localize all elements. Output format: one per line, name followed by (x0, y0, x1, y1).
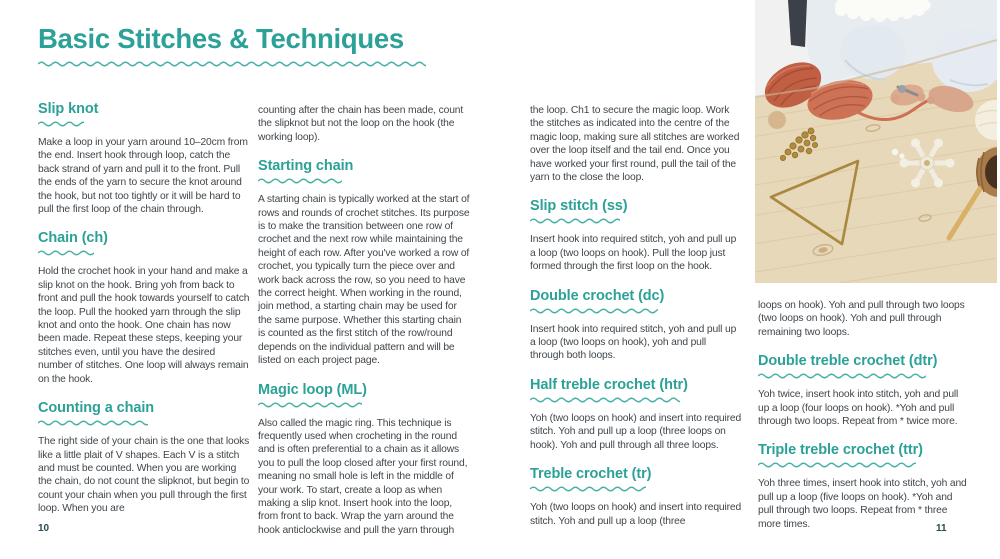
section-heading: Starting chain (258, 158, 354, 175)
section-chain (38, 230, 250, 386)
wavy-underline (258, 177, 342, 185)
section-body: Insert hook into required stitch, yoh and pull up a loop (two loops on hook), yoh and pull through both loops. (530, 323, 737, 362)
wavy-underline (758, 372, 926, 380)
wavy-underline (530, 485, 646, 493)
section-body: Yoh (two loops on hook) and insert into required stitch. Yoh and pull up a loop (three (530, 502, 742, 527)
magic-loop-continued-text: the loop. Ch1 to secure the magic loop. Work the stitches as indicated into the centre of the magic loop, making sure all stitches are worked over the loop itself and the tail end. Once you have worked your first round, pull the tail of the yarn to the close the loop. (530, 105, 740, 184)
section-heading: Triple treble crochet (ttr) (758, 442, 923, 459)
section-triple-treble-crochet (758, 442, 970, 531)
wavy-underline (530, 217, 620, 225)
section-body: Make a loop in your yarn around 10–20cm from the end. Insert hook through loop, catch the back strand of yarn and pull it to the front. Pull the ends of the yarn to secure the knot around the hook, but not too tightly or it will be hard to pull the first loop of the chain through. (38, 137, 248, 216)
section-body: Insert hook into required stitch, yoh and pull up a loop (two loops on hook). Pull the loop just formed through the first loop on the hook. (530, 234, 737, 273)
wavy-underline (38, 120, 84, 128)
page-title: Basic Stitches & Techniques (38, 23, 404, 54)
section-half-treble-crochet (530, 377, 742, 452)
wavy-underline (38, 249, 94, 257)
section-body: Yoh (two loops on hook) and insert into required stitch. Yoh and pull up a loop (three loops on hook). Yoh and pull through all three loops. (530, 412, 742, 451)
column-3 (530, 104, 742, 528)
section-magic-loop (258, 382, 470, 538)
section-body: Hold the crochet hook in your hand and make a slip knot on the hook. Bring yoh from back to front and pull the hook towards yourself to catch the loop. Pull the hooked yarn through the slip knot and onto the hook. One chain has now been made. Repeat these steps, keeping your stitches even, until you have the desired number of stitches. One loop will always remain on the hook. (38, 266, 250, 385)
section-body: Yoh three times, insert hook into stitch, yoh and pull up a loop (five loops on hook). *Yoh and pull through two loops. Repeat from * three more times. (758, 478, 967, 530)
chair-back (788, 0, 807, 47)
wooden-ball (768, 111, 786, 129)
section-starting-chain (258, 158, 470, 367)
section-heading: Double treble crochet (dtr) (758, 353, 938, 370)
section-treble-crochet (530, 466, 742, 528)
section-slip-stitch (530, 198, 742, 273)
section-double-crochet (530, 288, 742, 363)
section-slip-knot (38, 101, 250, 216)
section-body: A starting chain is typically worked at the start of rows and rounds of crochet stitches. Its purpose is to make the transition between one row of crochet and the next row while maintaining the height of each row. After you've worked a row of crochet, you typically turn the piece over and work back across the row, so you need to have the correct height. When working in the round, join method, a starting chain may be used for the same purpose. Whether this starting chain is counted as the first stitch of the row/round depends on the individual pattern and will be listed on each project page. (258, 194, 470, 367)
column-1 (38, 101, 250, 516)
column-4 (758, 299, 970, 531)
wavy-underline (758, 461, 916, 469)
wavy-underline (258, 401, 362, 409)
section-heading: Chain (ch) (38, 230, 108, 247)
section-counting-a-chain (38, 400, 250, 515)
section-heading: Slip knot (38, 101, 99, 117)
sleeve-left (840, 25, 906, 79)
section-heading: Double crochet (dc) (530, 287, 665, 304)
wavy-underline (38, 419, 148, 427)
section-body: Also called the magic ring. This technique is frequently used when crocheting in the round and is often preferential to a chain as it allows you to pull the loop closed after your first round, meaning no small hole is left in the middle of your work. To start, create a loop as when making a slip knot. Insert hook into the loop, from front to back. Wrap the yarn around the hook anticlockwise and pull the yarn through (258, 417, 468, 536)
page-title-block (38, 24, 458, 69)
treble-continued-text: loops on hook). Yoh and pull through two loops (two loops on hook). Yoh and pull through remaining two loops. (758, 300, 965, 338)
wavy-underline (38, 60, 426, 69)
section-heading: Treble crochet (tr) (530, 466, 652, 483)
section-double-treble-crochet (758, 353, 970, 428)
crochet-workspace-photo (755, 0, 997, 283)
counting-continued-text: counting after the chain has been made, count the slipknot but not the loop on the hook (the working loop). (258, 105, 464, 143)
section-heading: Counting a chain (38, 400, 155, 417)
page-number-right: 11 (936, 523, 947, 534)
section-heading: Half treble crochet (htr) (530, 376, 688, 393)
wavy-underline (530, 307, 658, 315)
page-number-left: 10 (38, 523, 50, 534)
section-heading: Magic loop (ML) (258, 381, 367, 398)
section-body: Yoh twice, insert hook into stitch, yoh and pull up a loop (four loops on hook). *Yoh and pull through two loops. Repeat from * twice more. (758, 389, 959, 428)
section-body: The right side of your chain is the one that looks like a little plait of V shapes. Each V is a stitch and must be counted. When you are working the chain, do not count the slipknot, but begin to count your chain when you pull through the first loop. When you are (38, 436, 250, 515)
wavy-underline (530, 396, 680, 404)
section-heading: Slip stitch (ss) (530, 198, 628, 215)
column-2 (258, 104, 470, 537)
